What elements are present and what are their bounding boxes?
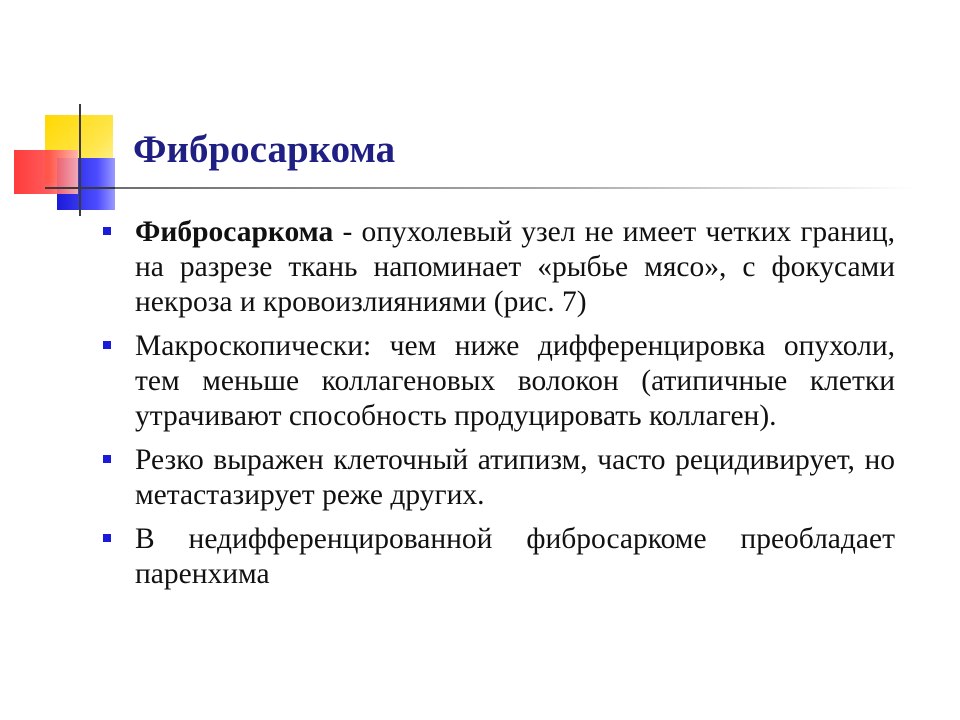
- bullet-item-3: [100, 443, 895, 513]
- bullet-text: Резко выражен клеточный атипизм, часто рецидивирует, но метастазирует реже других.: [135, 444, 895, 511]
- bullet-list: [100, 215, 895, 601]
- square-bullet-icon: [103, 341, 111, 349]
- square-bullet-icon: [103, 534, 111, 542]
- bullet-text: Макроскопически: чем ниже дифференцировка опухоли, тем меньше коллагеновых волокон (атипичные клетки утрачивают способность продуцировать коллаген).: [135, 330, 895, 432]
- bullet-lead-term: Фибросаркома: [135, 216, 334, 248]
- decor-vertical-line: [79, 104, 81, 216]
- bullet-item-4: [100, 522, 895, 592]
- bullet-item-1: [100, 215, 895, 320]
- square-bullet-icon: [103, 455, 111, 463]
- bullet-text: В недифференцированной фибросаркоме преобладает паренхима: [135, 523, 895, 590]
- title-underline: [115, 187, 915, 189]
- bullet-item-2: [100, 329, 895, 434]
- slide-title: Фибросаркома: [133, 128, 396, 171]
- bullet-text: - опухолевый узел не имеет четких границ, на разрезе ткань напоминает «рыбье мясо», с фокусами некроза и кровоизлияниями (рис. 7): [135, 216, 895, 318]
- square-bullet-icon: [103, 227, 111, 235]
